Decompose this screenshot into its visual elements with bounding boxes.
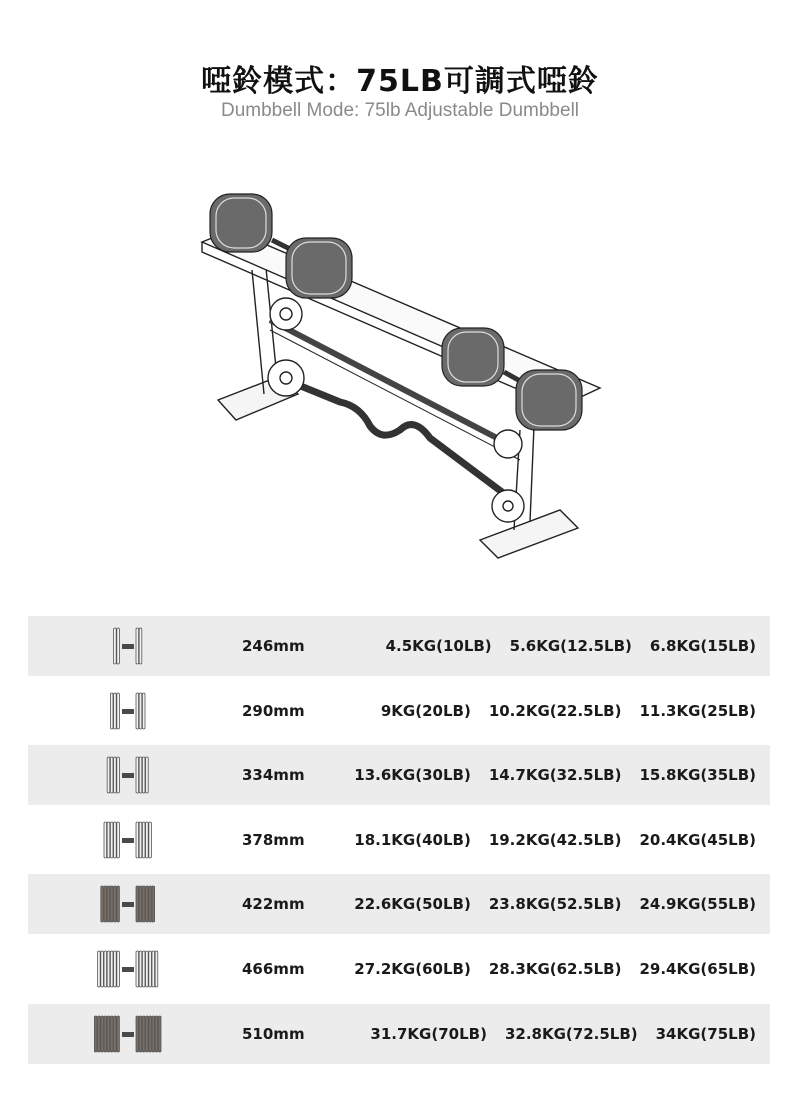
weight-value: 23.8KG(52.5LB) bbox=[488, 895, 622, 914]
weight-value: 13.6KG(30LB) bbox=[354, 766, 471, 785]
weight-value: 18.1KG(40LB) bbox=[354, 830, 471, 849]
table-row bbox=[28, 745, 770, 805]
table-row bbox=[28, 874, 770, 934]
dumbbell-plates-icon bbox=[88, 818, 168, 862]
weight-value: 27.2KG(60LB) bbox=[354, 959, 471, 978]
table-row bbox=[28, 810, 770, 870]
weight-value: 24.9KG(55LB) bbox=[639, 895, 756, 914]
table-row bbox=[28, 939, 770, 999]
dumbbell-length: 246mm bbox=[242, 637, 305, 655]
weight-value: 5.6KG(12.5LB) bbox=[509, 637, 632, 655]
dumbbell-length: 466mm bbox=[242, 959, 305, 978]
dumbbell-rack-illustration-icon bbox=[190, 180, 610, 580]
weight-value: 34KG(75LB) bbox=[655, 1024, 756, 1043]
dumbbell-length: 334mm bbox=[242, 766, 305, 785]
weight-options bbox=[336, 745, 756, 805]
weight-options bbox=[336, 939, 756, 999]
weight-value: 31.7KG(70LB) bbox=[370, 1024, 487, 1043]
page-title: 啞鈴模式：75LB可調式啞鈴 bbox=[201, 64, 599, 99]
weight-value: 28.3KG(62.5LB) bbox=[488, 959, 622, 978]
dumbbell-length: 422mm bbox=[242, 895, 305, 914]
dumbbell-length: 378mm bbox=[242, 830, 305, 849]
dumbbell-plates-icon bbox=[88, 624, 168, 668]
dumbbell-plates-icon bbox=[88, 882, 168, 926]
table-row bbox=[28, 616, 770, 676]
page-subtitle: Dumbbell Mode: 75lb Adjustable Dumbbell bbox=[220, 100, 580, 121]
weight-value: 20.4KG(45LB) bbox=[639, 830, 756, 849]
weight-options bbox=[352, 1004, 756, 1064]
weight-value: 14.7KG(32.5LB) bbox=[488, 766, 622, 785]
weight-value: 29.4KG(65LB) bbox=[639, 959, 756, 978]
weight-options bbox=[336, 874, 756, 934]
weight-value: 6.8KG(15LB) bbox=[649, 637, 756, 655]
weight-options bbox=[363, 681, 756, 741]
weight-value: 10.2KG(22.5LB) bbox=[488, 701, 622, 720]
weight-value: 22.6KG(50LB) bbox=[354, 895, 471, 914]
dumbbell-length: 510mm bbox=[242, 1024, 305, 1043]
weight-value: 4.5KG(10LB) bbox=[385, 637, 492, 655]
dumbbell-length: 290mm bbox=[242, 701, 305, 720]
dumbbell-plates-icon bbox=[88, 753, 168, 797]
weight-options bbox=[336, 810, 756, 870]
dumbbell-plates-icon bbox=[88, 689, 168, 733]
weight-value: 19.2KG(42.5LB) bbox=[488, 830, 622, 849]
weight-size-table bbox=[28, 616, 770, 1068]
weight-value: 15.8KG(35LB) bbox=[639, 766, 756, 785]
weight-value: 32.8KG(72.5LB) bbox=[504, 1024, 638, 1043]
weight-value: 9KG(20LB) bbox=[380, 701, 471, 720]
table-row bbox=[28, 681, 770, 741]
weight-options bbox=[368, 616, 756, 676]
table-row bbox=[28, 1004, 770, 1064]
dumbbell-plates-icon bbox=[88, 947, 168, 991]
dumbbell-plates-icon bbox=[88, 1012, 168, 1056]
weight-value: 11.3KG(25LB) bbox=[639, 701, 756, 720]
